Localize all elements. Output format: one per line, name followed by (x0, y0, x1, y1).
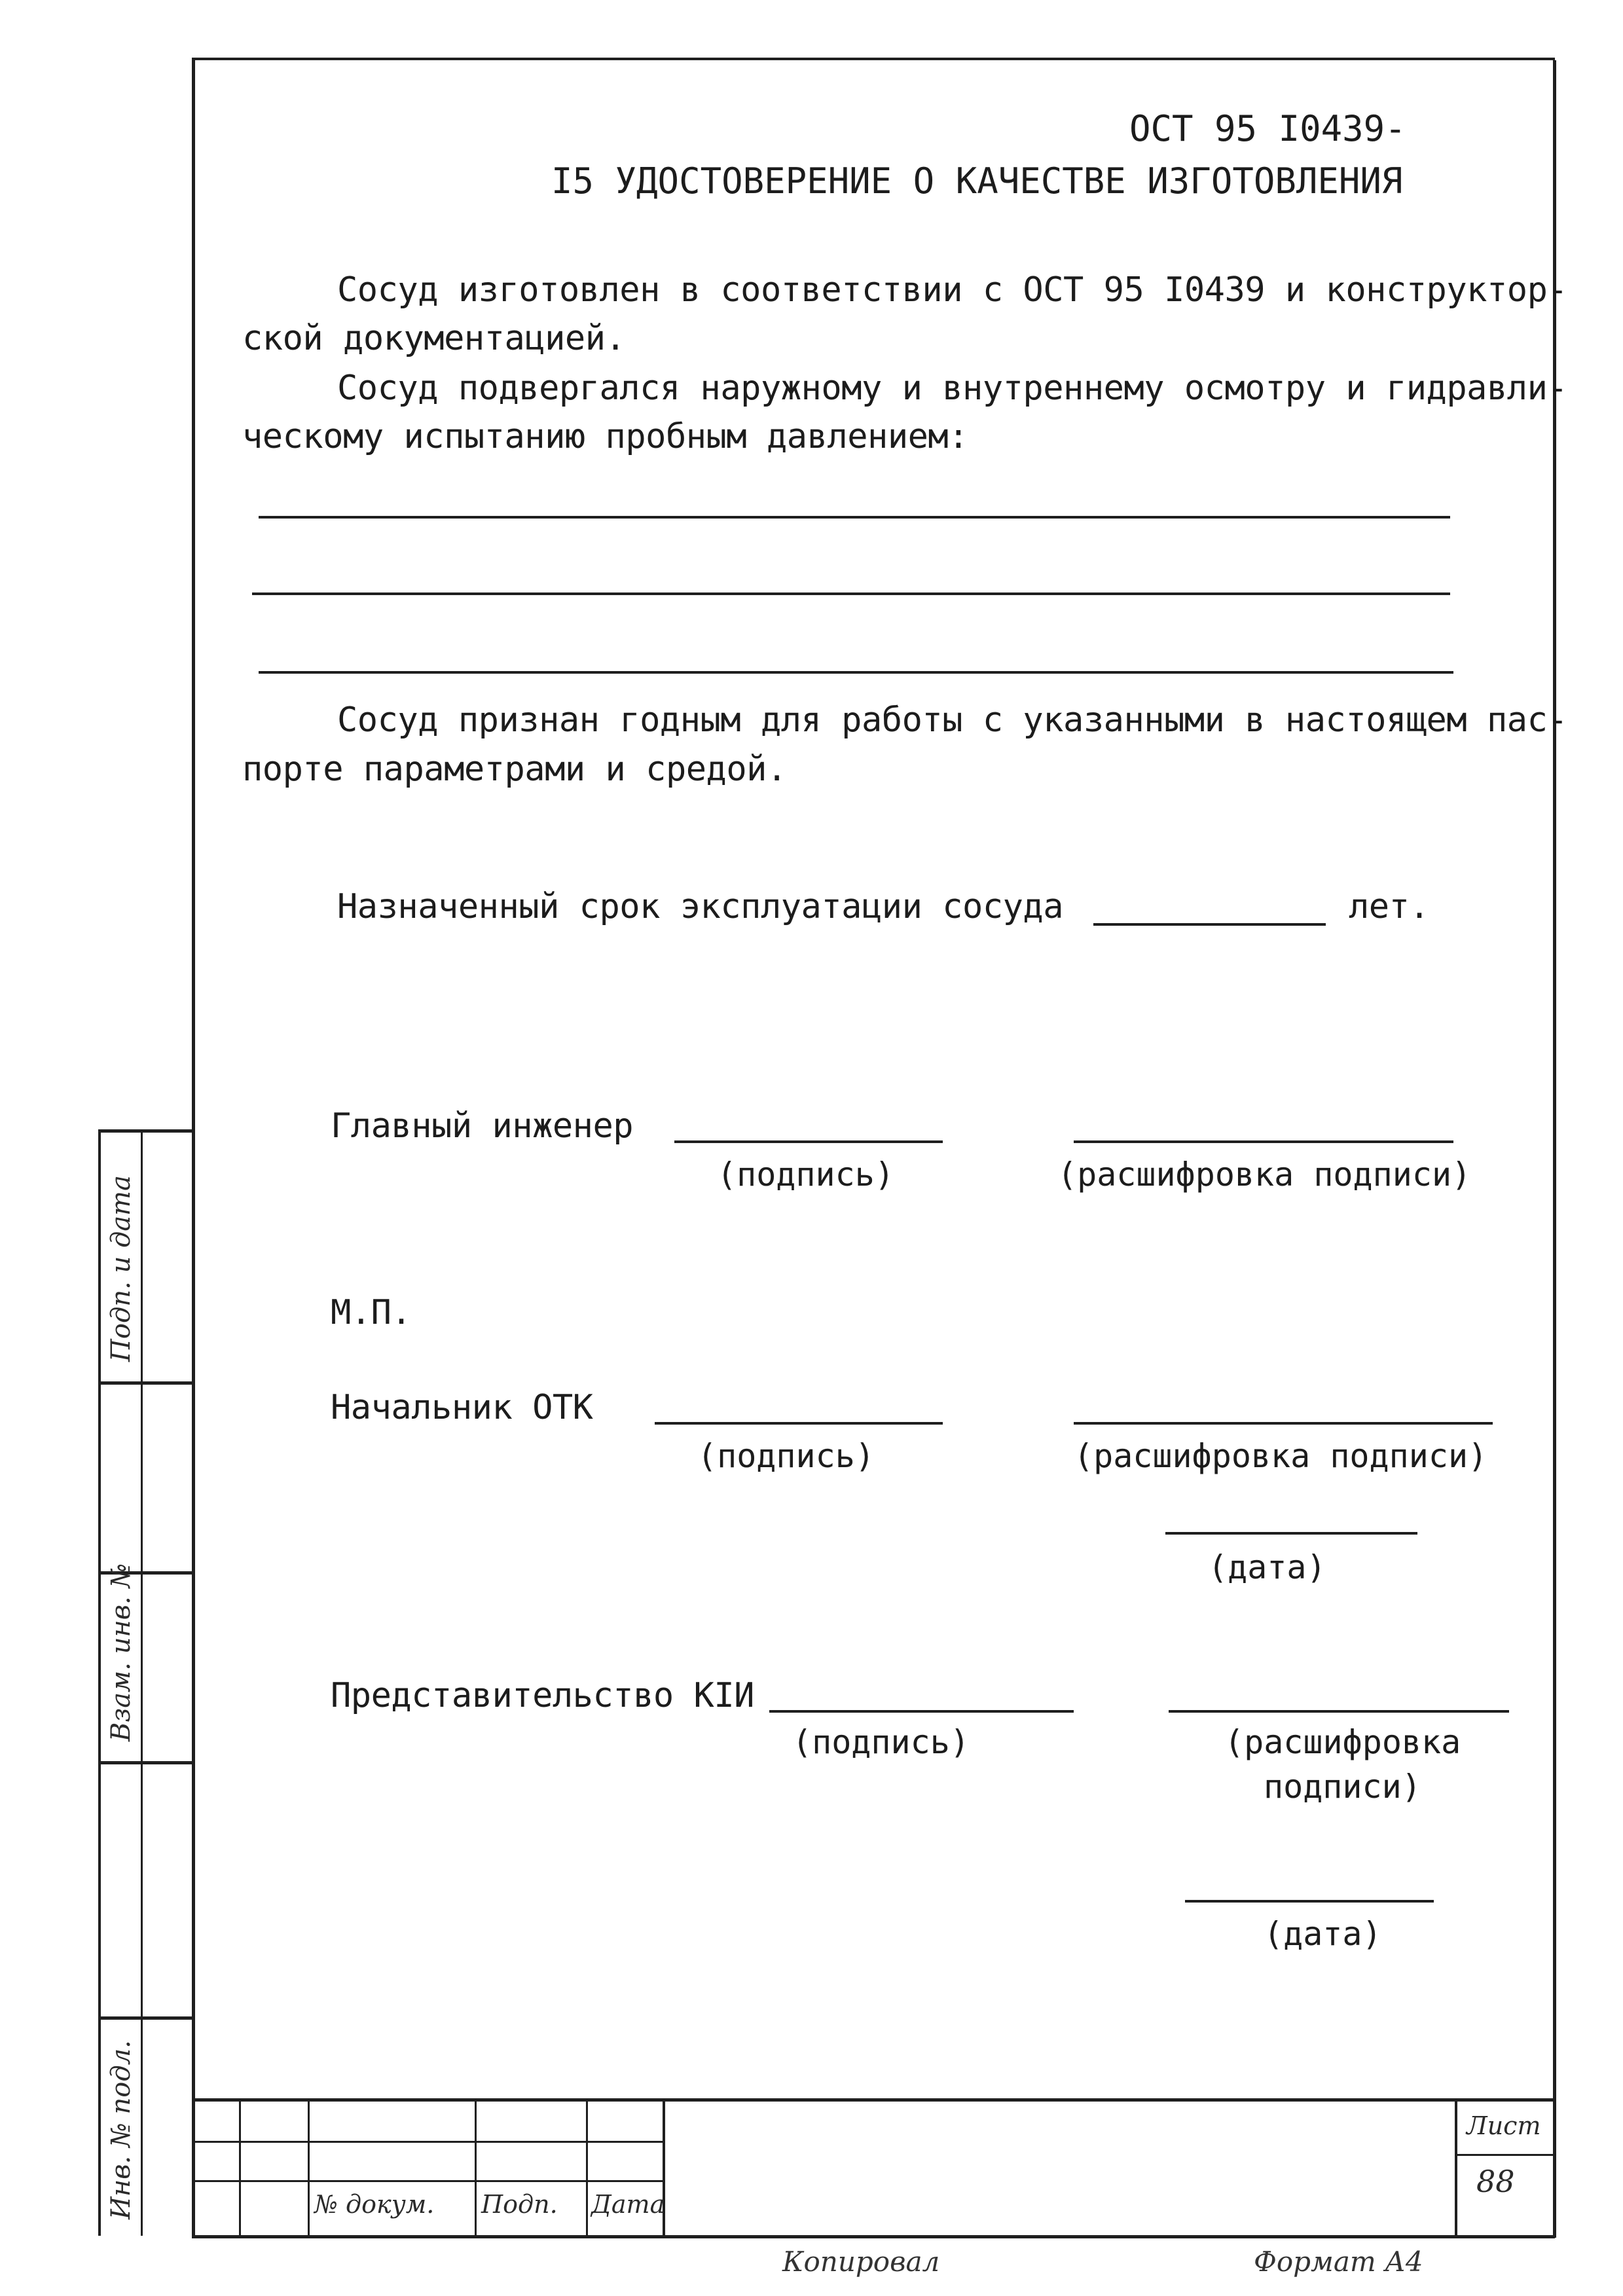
representative-decode-line (1169, 1710, 1509, 1713)
representative-signature-line (769, 1710, 1074, 1713)
service-life-label: Назначенный срок эксплуатации сосуда (337, 887, 1064, 926)
section-title: I5 УДОСТОВЕРЕНИЕ О КАЧЕСТВЕ ИЗГОТОВЛЕНИЯ (551, 160, 1403, 202)
paragraph-2-line-2: ческому испытанию пробным давлением: (242, 417, 969, 456)
test-pressure-fill-line-1 (259, 516, 1450, 519)
representative-signature-caption: (подпись) (792, 1723, 970, 1761)
service-life-unit: лет. (1349, 887, 1430, 926)
title-block-col-1 (239, 2098, 241, 2236)
title-block-sign-label: Подп. (481, 2190, 558, 2219)
chief-engineer-decode-line (1074, 1140, 1453, 1143)
paragraph-3-line-2: порте параметрами и средой. (242, 750, 787, 789)
title-block-row-line-2 (192, 2180, 663, 2182)
title-block-top-line (192, 2098, 1555, 2102)
representative-decode-caption-line-1: (расшифровка (1224, 1723, 1461, 1761)
side-strip-sign-date-label: Подп. и дата (106, 1175, 136, 1362)
title-block-col-4 (586, 2098, 588, 2236)
otk-head-date-line (1165, 1532, 1417, 1535)
side-strip-divider-1 (98, 1129, 194, 1133)
otk-head-decode-caption: (расшифровка подписи) (1074, 1437, 1488, 1475)
title-block-row-line-1 (192, 2141, 663, 2143)
side-strip-divider-2 (98, 1381, 194, 1385)
sheet-number: 88 (1476, 2164, 1515, 2199)
chief-engineer-signature-caption: (подпись) (717, 1156, 894, 1194)
otk-head-label: Начальник ОТК (331, 1388, 593, 1427)
title-block-doc-no-label: № докум. (314, 2190, 435, 2219)
otk-head-signature-caption: (подпись) (697, 1437, 875, 1475)
test-pressure-fill-line-3 (259, 671, 1453, 674)
document-code: ОСТ 95 I0439- (1129, 108, 1406, 149)
side-strip-left-edge (98, 1129, 101, 2236)
paragraph-2-line-1: Сосуд подвергался наружному и внутреннему осмотру и гидравли- (337, 369, 1568, 408)
side-strip-replace-label: Взам. инв. № (106, 1563, 136, 1741)
title-block-col-3 (475, 2098, 477, 2236)
service-life-fill-line (1093, 923, 1326, 926)
representative-label: Представительство КIИ (331, 1676, 754, 1715)
sheet-label: Лист (1467, 2111, 1541, 2140)
representative-decode-caption-line-2: подписи) (1264, 1768, 1421, 1806)
otk-head-signature-line (655, 1422, 943, 1425)
footer-format: Формат А4 (1254, 2246, 1423, 2278)
test-pressure-fill-line-2 (252, 592, 1450, 595)
footer-copied-by: Копировал (782, 2246, 940, 2278)
frame-bottom-border (192, 2235, 1555, 2238)
title-block-sheet-divider (1455, 2154, 1553, 2156)
representative-date-caption: (дата) (1264, 1915, 1382, 1953)
side-strip-original-label: Инв. № подл. (106, 2040, 136, 2219)
otk-head-decode-line (1074, 1422, 1493, 1425)
paragraph-1-line-1: Сосуд изготовлен в соответствии с ОСТ 95 I0439 и конструктор- (337, 270, 1568, 310)
title-block-sheet-col (1455, 2098, 1457, 2236)
representative-date-line (1185, 1900, 1434, 1903)
paragraph-1-line-2: ской документацией. (242, 319, 626, 358)
seal-place-label: М.П. (331, 1293, 412, 1332)
title-block-date-label: Дата (591, 2190, 665, 2219)
chief-engineer-label: Главный инженер (331, 1106, 634, 1146)
side-strip-divider-4 (98, 1761, 194, 1764)
otk-head-date-caption: (дата) (1208, 1548, 1326, 1586)
frame-left-border (192, 58, 195, 2238)
chief-engineer-signature-line (674, 1140, 943, 1143)
chief-engineer-decode-caption: (расшифровка подписи) (1057, 1156, 1472, 1194)
title-block-col-2 (308, 2098, 310, 2236)
side-strip-divider-5 (98, 2016, 194, 2020)
frame-top-border (192, 58, 1555, 60)
side-strip-inner-line (141, 1129, 143, 2236)
paragraph-3-line-1: Сосуд признан годным для работы с указанными в настоящем пас- (337, 701, 1568, 740)
